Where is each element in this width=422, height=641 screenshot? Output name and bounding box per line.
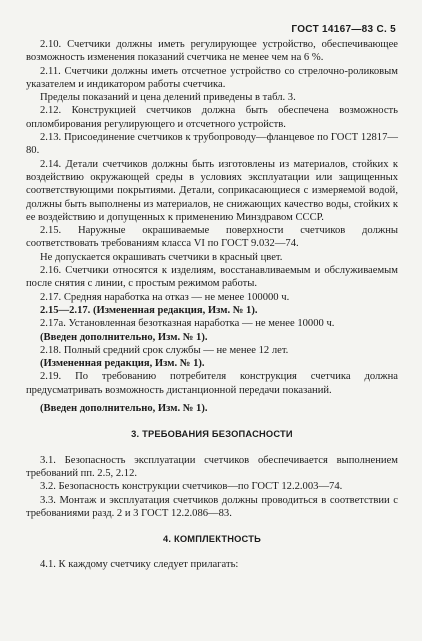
paragraph-2-12: 2.12. Конструкцией счетчиков должна быть обеспечена возможность опломбирования регулирующего и отсчетного устройств.: [26, 105, 398, 130]
paragraph-2-18: 2.18. Полный средний срок службы — не менее 12 лет.: [40, 344, 289, 356]
paragraph-3-3: 3.3. Монтаж и эксплуатация счетчиков должны проводиться в соответствии с требованиями разд. 2 и 3 ГОСТ 12.2.086—83.: [26, 494, 398, 519]
paragraph-2-10: 2.10. Счетчики должны иметь регулирующее устройство, обеспечивающее возможность изменения показаний счетчика не менее чем на 6 %.: [26, 39, 398, 64]
paragraph-2-11: 2.11. Счетчики должны иметь отсчетное устройство со стрелочно-роликовым указателем и индикатором работы счетчика.: [26, 65, 398, 90]
page-header: ГОСТ 14167—83 С. 5: [291, 24, 396, 35]
document-body: [26, 38, 398, 572]
paragraph-4-1: 4.1. К каждому счетчику следует прилагать:: [40, 559, 239, 571]
amendment-note: (Введен дополнительно, Изм. № 1).: [40, 403, 208, 415]
paragraph-2-16: 2.16. Счетчики относятся к изделиям, восстанавливаемым и обслуживаемым после снятия с линии, с простым режимом работы.: [26, 265, 398, 290]
paragraph-2-17a: 2.17а. Установленная безотказная наработка — не менее 10000 ч.: [40, 318, 335, 330]
section-title-completeness: 4. КОМПЛЕКТНОСТЬ: [163, 534, 261, 545]
amendment-note: (Измененная редакция, Изм. № 1).: [40, 358, 205, 370]
section4: [26, 558, 398, 571]
paragraph-2-17: 2.17. Средняя наработка на отказ — не менее 100000 ч.: [40, 291, 290, 303]
paragraph-3-2: 3.2. Безопасность конструкции счетчиков—по ГОСТ 12.2.003—74.: [40, 481, 343, 493]
paragraph-2-13: 2.13. Присоединение счетчиков к трубопроводу—фланцевое по ГОСТ 12817—80.: [26, 132, 398, 157]
amendment-note: (Введен дополнительно, Изм. № 1).: [40, 331, 208, 343]
amendment-note: 2.15—2.17. (Измененная редакция, Изм. № 1).: [40, 304, 258, 316]
section3: [26, 454, 398, 520]
paragraph-table-ref: Пределы показаний и цена делений приведены в табл. 3.: [40, 92, 296, 104]
paragraph-2-19: 2.19. По требованию потребителя конструкция счетчика должна предусматривать возможность дистанционной передачи показаний.: [26, 371, 398, 396]
paragraph-2-14: 2.14. Детали счетчиков должны быть изготовлены из материалов, стойких к воздействию окружающей среды в условиях эксплуатации или защищенных соответствующими покрытиями. Детали, соприкасающиеся с измеряемой водой, должны быть выполнены из материалов, не снижающих качество воды, стойких к ее воздействию и допущенных к применению Минздравом СССР.: [26, 158, 398, 223]
paragraph-3-1: 3.1. Безопасность эксплуатации счетчиков обеспечивается выполнением требований пп. 2.5, 2.12.: [26, 454, 398, 479]
section2-continuation: [26, 38, 398, 415]
paragraph-no-red: Не допускается окрашивать счетчики в красный цвет.: [40, 251, 283, 263]
section-title-safety: 3. ТРЕБОВАНИЯ БЕЗОПАСНОСТИ: [131, 429, 293, 440]
paragraph-2-15: 2.15. Наружные окрашиваемые поверхности счетчиков должны соответствовать требованиям класса VI по ГОСТ 9.032—74.: [26, 225, 398, 250]
